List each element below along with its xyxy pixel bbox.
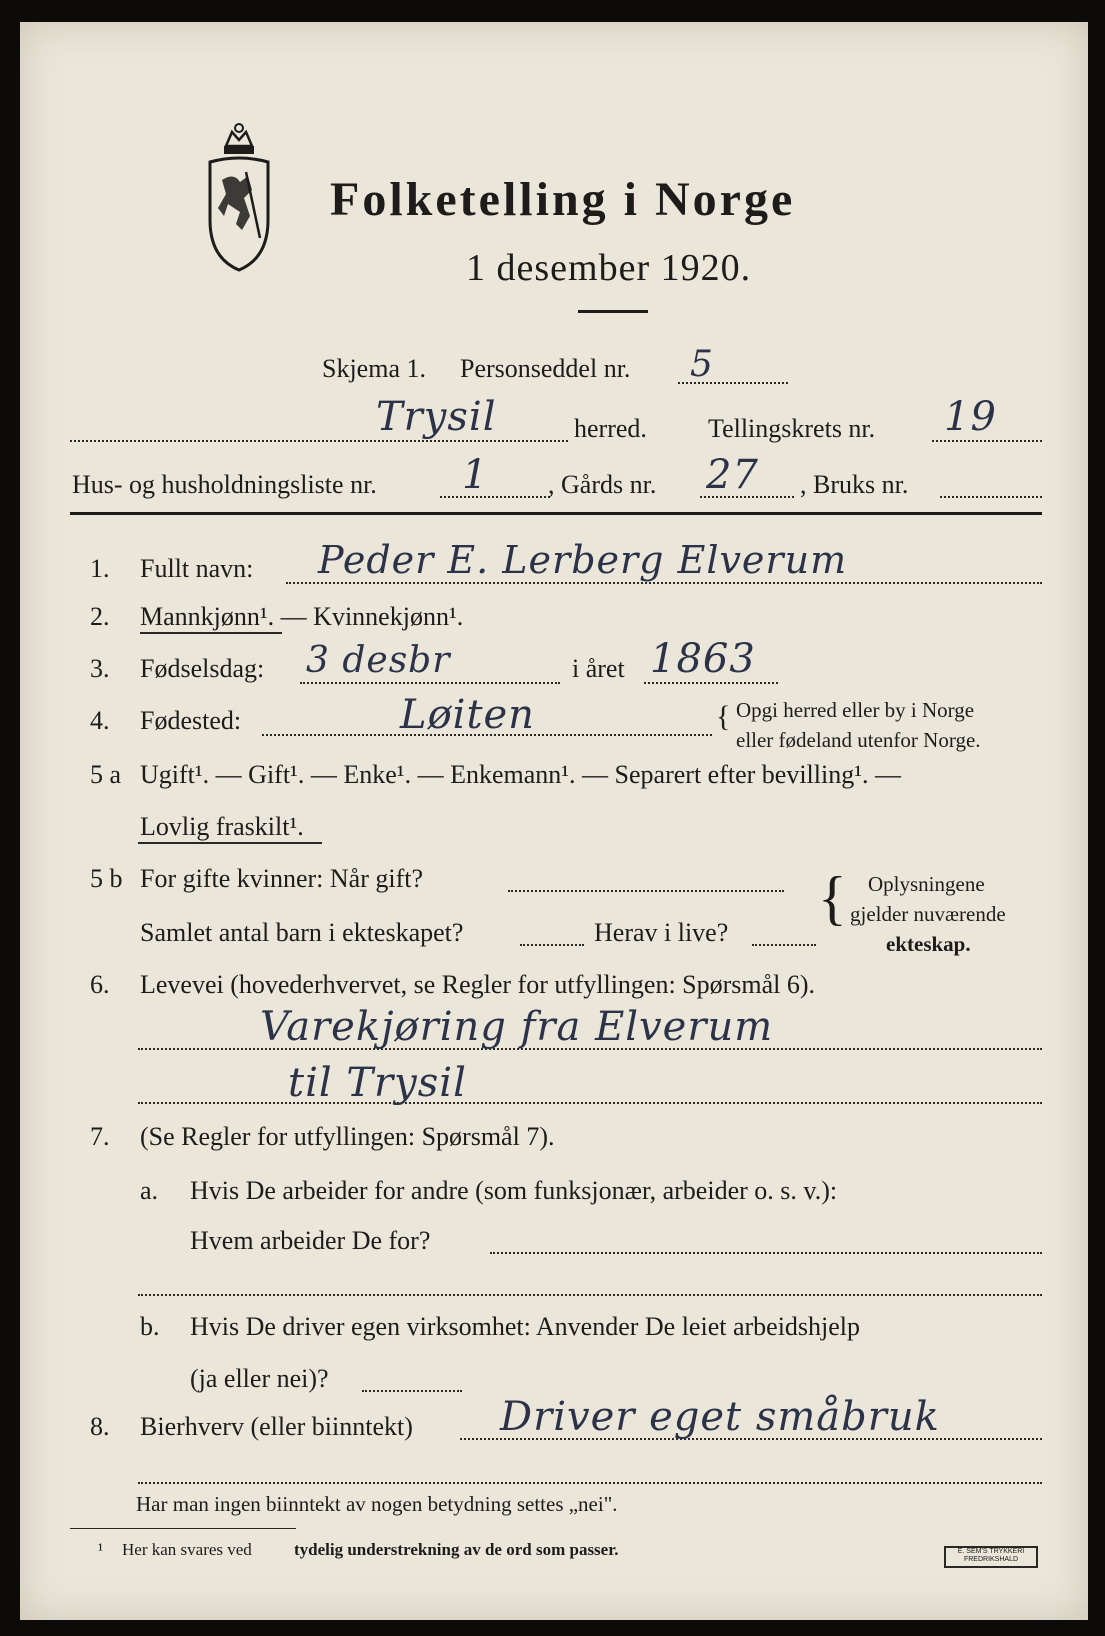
tellingskrets-field[interactable] xyxy=(932,440,1042,442)
gender-underline xyxy=(140,632,282,634)
alive-label: Herav i live? xyxy=(594,918,729,947)
livelihood-value-line2: til Trysil xyxy=(288,1060,467,1106)
q4-note-brace: { xyxy=(716,700,731,733)
footnote-text: Her kan svares ved xyxy=(122,1540,252,1559)
tellingskrets-label: Tellingskrets nr. xyxy=(708,414,876,443)
employer-field-line2[interactable] xyxy=(138,1294,1042,1296)
hired-help-field[interactable] xyxy=(362,1390,462,1392)
q7-number: 7. xyxy=(90,1122,110,1151)
full-name-field[interactable] xyxy=(286,582,1042,584)
q4-label: Fødested: xyxy=(140,706,242,735)
livelihood-field-line2[interactable] xyxy=(138,1102,1042,1104)
footnote-rule xyxy=(70,1528,296,1529)
gender-options[interactable]: Mannkjønn¹. — Kvinnekjønn¹. xyxy=(140,602,464,631)
q3-number: 3. xyxy=(90,654,110,683)
q5b-note2: gjelder nuværende xyxy=(850,902,1006,926)
children-label: Samlet antal barn i ekteskapet? xyxy=(140,918,464,947)
q8-number: 8. xyxy=(90,1412,110,1441)
bruks-field[interactable] xyxy=(940,496,1042,498)
q3-label: Fødselsdag: xyxy=(140,654,265,683)
q8-label: Bierhverv (eller biinntekt) xyxy=(140,1412,413,1441)
herred-field[interactable] xyxy=(70,440,568,442)
q7a-number: a. xyxy=(140,1176,159,1205)
q4-number: 4. xyxy=(90,706,110,735)
personseddel-value: 5 xyxy=(690,344,714,385)
hus-field[interactable] xyxy=(440,496,550,498)
q7b-number: b. xyxy=(140,1312,160,1341)
side-income-value: Driver eget småbruk xyxy=(500,1394,940,1440)
q5a-number: 5 a xyxy=(90,760,122,789)
divorced-underline xyxy=(138,842,322,844)
herred-label: herred. xyxy=(574,414,647,443)
q7a-line2: Hvem arbeider De for? xyxy=(190,1226,431,1255)
birthday-field[interactable] xyxy=(300,682,560,684)
birthplace-value: Løiten xyxy=(400,692,535,738)
no-income-note: Har man ingen biinntekt av nogen betydning settes „nei". xyxy=(136,1492,618,1516)
birth-year-value: 1863 xyxy=(650,636,756,682)
hus-value: 1 xyxy=(462,452,489,498)
birthday-value: 3 desbr xyxy=(306,640,451,681)
form-subtitle: 1 desember 1920. xyxy=(466,247,752,289)
footnote-bold: tydelig understrekning av de ord som passer. xyxy=(294,1540,619,1559)
q5b-note-brace: { xyxy=(818,865,847,931)
printer-stamp: E. SEM'S TRYKKERI FREDRIKSHALD xyxy=(944,1546,1038,1568)
livelihood-value-line1: Varekjøring fra Elverum xyxy=(260,1004,774,1050)
marital-status-divorced[interactable]: Lovlig fraskilt¹. xyxy=(140,812,304,841)
children-field[interactable] xyxy=(520,944,584,946)
q5b-note3: ekteskap. xyxy=(886,932,971,956)
year-label: i året xyxy=(572,654,625,683)
norwegian-coat-of-arms-icon xyxy=(196,120,282,280)
q7-label: (Se Regler for utfyllingen: Spørsmål 7). xyxy=(140,1122,555,1151)
married-when-label: For gifte kvinner: Når gift? xyxy=(140,864,424,893)
gards-value: 27 xyxy=(706,452,759,498)
q1-label: Fullt navn: xyxy=(140,554,254,583)
q5b-number: 5 b xyxy=(90,864,123,893)
bruks-label: , Bruks nr. xyxy=(800,470,909,499)
q7b-line2: (ja eller nei)? xyxy=(190,1364,329,1393)
hus-label: Hus- og husholdningsliste nr. xyxy=(72,470,377,499)
q5b-note1: Oplysningene xyxy=(868,872,985,896)
birth-year-field[interactable] xyxy=(644,682,778,684)
full-name-value: Peder E. Lerberg Elverum xyxy=(318,538,848,582)
title-divider xyxy=(578,310,648,313)
gards-label: , Gårds nr. xyxy=(548,470,657,499)
marital-status-options[interactable]: Ugift¹. — Gift¹. — Enke¹. — Enkemann¹. — Separert efter bevilling¹. — xyxy=(140,760,902,789)
footnote-mark: ¹ xyxy=(98,1540,104,1559)
herred-value: Trysil xyxy=(376,394,497,440)
form-title: Folketelling i Norge xyxy=(330,173,796,226)
header-divider xyxy=(70,512,1042,515)
q1-number: 1. xyxy=(90,554,110,583)
tellingskrets-value: 19 xyxy=(944,394,997,440)
alive-field[interactable] xyxy=(752,944,816,946)
q4-note-line1: Opgi herred eller by i Norge xyxy=(736,698,975,722)
q7b-line1: Hvis De driver egen virksomhet: Anvender De leiet arbeidshjelp xyxy=(190,1312,861,1341)
q2-number: 2. xyxy=(90,602,110,631)
q6-number: 6. xyxy=(90,970,110,999)
employer-field[interactable] xyxy=(490,1252,1042,1254)
q4-note-line2: eller fødeland utenfor Norge. xyxy=(736,728,981,752)
side-income-field-line2[interactable] xyxy=(138,1482,1042,1484)
q6-label: Levevei (hovederhvervet, se Regler for utfyllingen: Spørsmål 6). xyxy=(140,970,816,999)
personseddel-label: Personseddel nr. xyxy=(460,354,631,383)
q7a-line1: Hvis De arbeider for andre (som funksjonær, arbeider o. s. v.): xyxy=(190,1176,838,1205)
married-when-field[interactable] xyxy=(508,890,784,892)
skjema-label: Skjema 1. xyxy=(322,354,426,383)
